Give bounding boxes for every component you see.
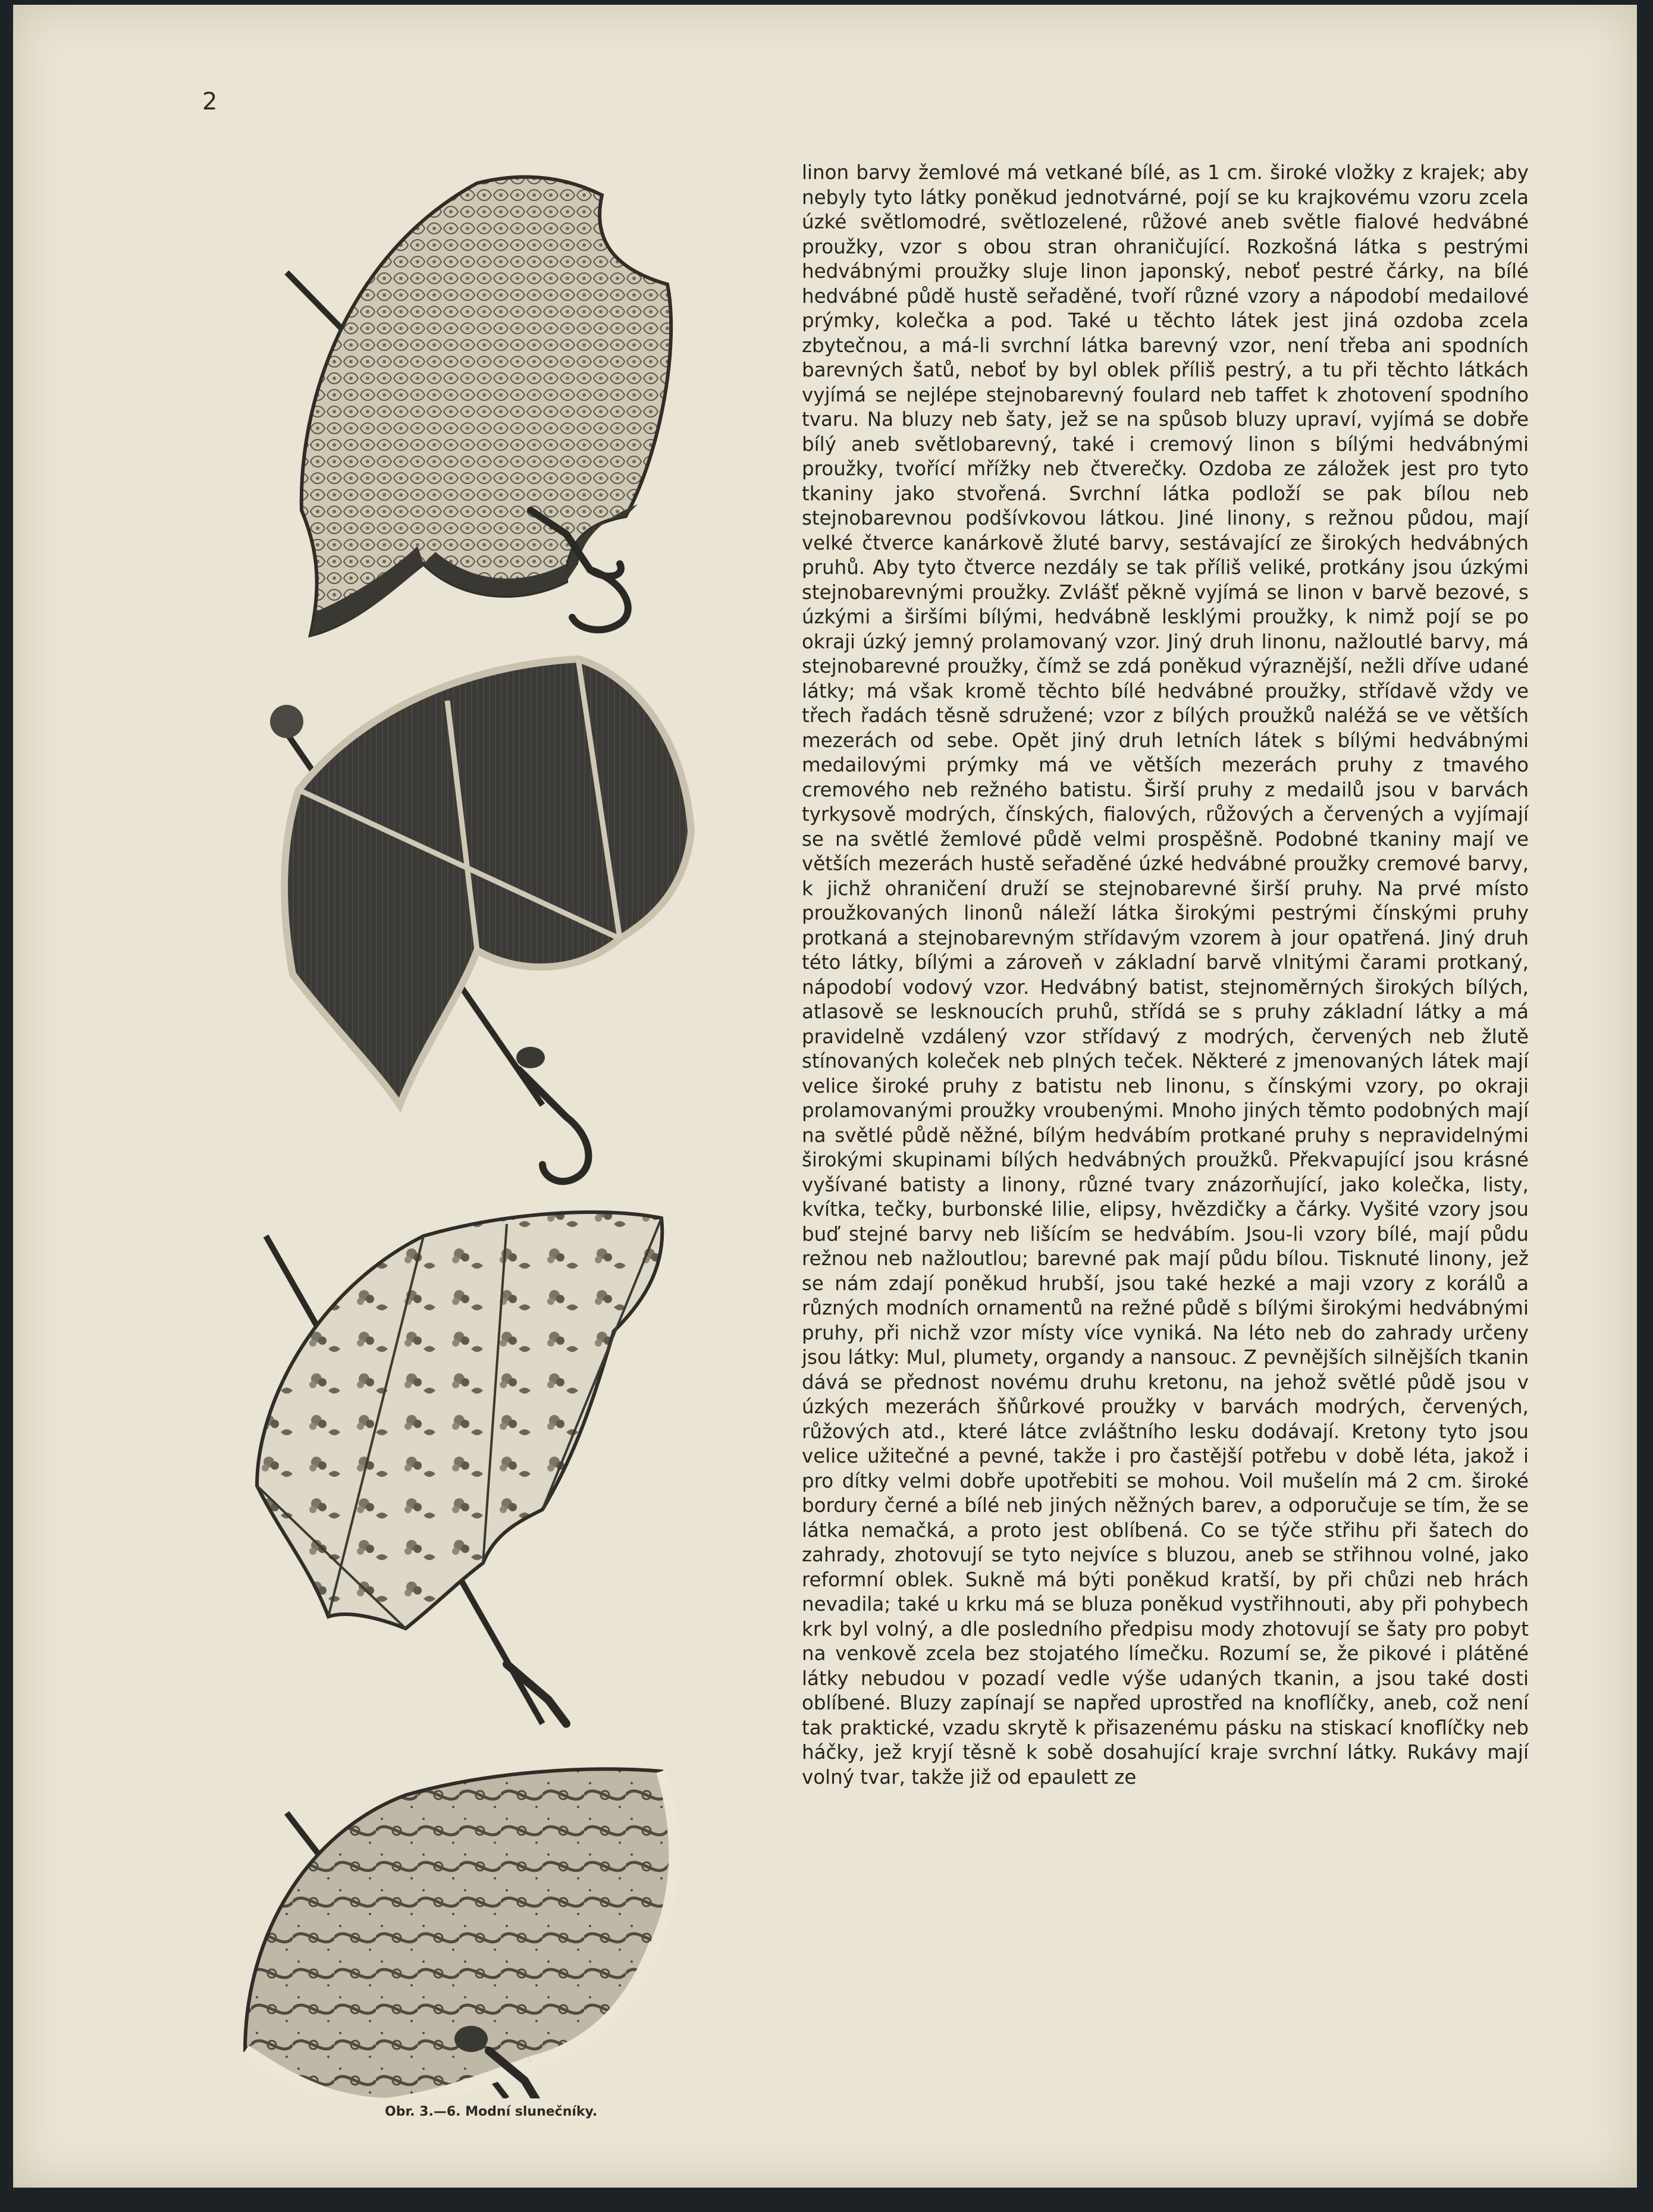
lace-parasol-icon <box>287 177 671 635</box>
ribbon-pattern-parasol-icon <box>245 1769 674 2098</box>
parasol-illustrations <box>209 153 792 2098</box>
page-number: 2 <box>202 88 218 115</box>
parasols-svg <box>209 153 792 2098</box>
body-text-column <box>802 161 1529 1790</box>
body-paragraph: linon barvy žemlové má vetkané bílé, as 1 cm. široké vložky z krajek; aby nebyly tyto látky poněkud jednotvárné, pojí se ku krajkovému vzoru zcela úzké světlomodré, světlozelené, růžové aneb světle fialové hedvábné proužky, vzor s obou stran ohraničující. Rozkošná látka s pestrými hedvábnými proužky sluje linon japonský, neboť pestré čárky, na bílé hedvábné půdě hustě seřaděné, tvoří různé vzory a nápodobí medailové prýmky, kolečka a pod. Také u těchto látek jest jiná ozdoba zcela zbytečnou, a má-li svrchní látka barevný vzor, není třeba ani spodních barevných šatů, neboť by byl oblek příliš pestrý, a tu při těchto látkách vyjímá se nejlépe stejnobarevný foulard neb taffet k zhotovení spodního tvaru. Na bluzy neb šaty, jež se na spůsob bluzy upraví, vyjímá se dobře bílý aneb světlobarevný, také i cremový linon s bílými hedvábnými proužky, tvořící mřížky neb čtverečky. Ozdoba ze záložek jest pro tyto tkaniny jako stvořená. Svrchní látka podloží se pak bílou neb stejnobarevnou podšívkovou látkou. Jiné linony, s režnou půdou, mají velké čtverce kanárkově žluté barvy, sestávající ze širokých hedvábných pruhů. Aby tyto čtverce nezdály se tak příliš veliké, protkány jsou úzkými stejnobarevnými proužky. Zvlášť pěkně vyjímá se linon v barvě bezové, s úzkými a širšími bílými, hedvábně lesklými proužky, k nimž pojí se po okraji úzký jemný prolamovaný vzor. Jiný druh linonu, nažloutlé barvy, má stejnobarevné proužky, čímž se zdá poněkud výraznější, nežli dříve udané látky; má však kromě těchto bílé hedvábné proužky, střídavě vždy ve třech řadách těsně sdružené; vzor z bílých proužků naléžá se ve větších mezerách od sebe. Opět jiný druh letních látek s bílými hedvábnými medailovými prýmky má ve větších mezerách pruhy z tmavého cremového neb režného batistu. Širší pruhy z medailů jsou v barvách tyrkysově modrých, čínských, fialových, růžových a červených a vyjímají se na světlé žemlové půdě velmi prospěšně. Podobné tkaniny mají ve větších mezerách hustě seřaděné úzké hedvábné proužky cremové barvy, k jichž ohraničení druží se stejnobarevné širší pruhy. Na prvé místo proužkovaných linonů náleží látka širokými pestrými čínskými pruhy protkaná a stejnobarevným střídavým vzorem à jour opatřená. Jiný druh této látky, bílými a zároveň v základní barvě vlnitými čarami protkaný, nápodobí vodový vzor. Hedvábný batist, stejnoměrných širokých bílých, atlasově se lesknoucích pruhů, střídá se s pruhy základní látky a má pravidelně vzdálený vzor střídavý z modrých, červených neb žlutě stínovaných koleček neb plných teček. Některé z jmenovaných látek mají velice široké pruhy z batistu neb linonu, s čínskými vzory, po okraji prolamovanými proužky vroubenými. Mnoho jiných těmto podobných mají na světlé půdě něžné, bílým hedvábím protkané pruhy s nepravidelnými širokými skupinami bílých hedvábných proužků. Překvapující jsou krásné vyšívané batisty a linony, různé tvary znázorňující, jako kolečka, listy, kvítka, tečky, burbonské lilie, elipsy, hvězdičky a čárky. Vyšité vzory jsou buď stejné barvy neb lišícím se hedvábím. Jsou-li vzory bílé, mají půdu režnou neb nažloutlou; barevné pak mají půdu bílou. Tisknuté linony, jež se nám zdají poněkud hrubší, jsou také hezké a maji vzory z korálů a různých modních ornamentů na režné půdě s bílými širokými hedvábnými pruhy, při nichž vzor místy více vyniká. Na léto neb do zahrady určeny jsou látky: Mul, plumety, organdy a nansouc. Z pevnějších silnějších tkanin dává se přednost novému druhu kretonu, na jehož světlé půdě jsou v úzkých mezerách šňůrkové proužky v barvách modrých, červených, růžových atd., které látce zvláštního lesku dodávají. Kretony tyto jsou velice užitečné a pevné, takže i pro častější potřebu v době léta, jakož i pro dítky velmi dobře upotřebiti se mohou. Voil mušelín má 2 cm. široké bordury černé a bílé neb jiných něžných barev, a odporučuje se tím, že se látka nemačká, a proto jest oblíbená. Co se týče střihu při šatech do zahrady, zhotovují se tyto nejvíce s bluzou, aneb se střihnou volné, jako reformní oblek. Sukně má býti poněkud kratší, by při chůzi neb hrách nevadila; také u krku má se bluza poněkud vystřihnouti, aby při pohybech krk byl volný, a dle posledního předpisu mody zhotovují se šaty pro pobyt na venkově zcela bez stojatého límečku. Rozumí se, že pikové i plátěné látky nebudou v pozadí vedle výše udaných tkanin, a jsou také dosti oblíbené. Bluzy zapínají se napřed uprostřed na knoflíčky, aneb, což není tak praktické, vzadu skrytě k přisazenému pásku na stiskací knoflíčky neb háčky, jež kryjí těsně k sobě dosahující kraje svrchní látky. Rukávy mají volný tvar, takže již od epaulett ze <box>802 161 1529 1789</box>
ruffled-dark-parasol-icon <box>270 659 691 1181</box>
figure-caption: Obr. 3.—6. Modní slunečníky. <box>385 2104 598 2119</box>
page <box>13 5 1637 2188</box>
floral-parasol-icon <box>257 1212 662 1724</box>
